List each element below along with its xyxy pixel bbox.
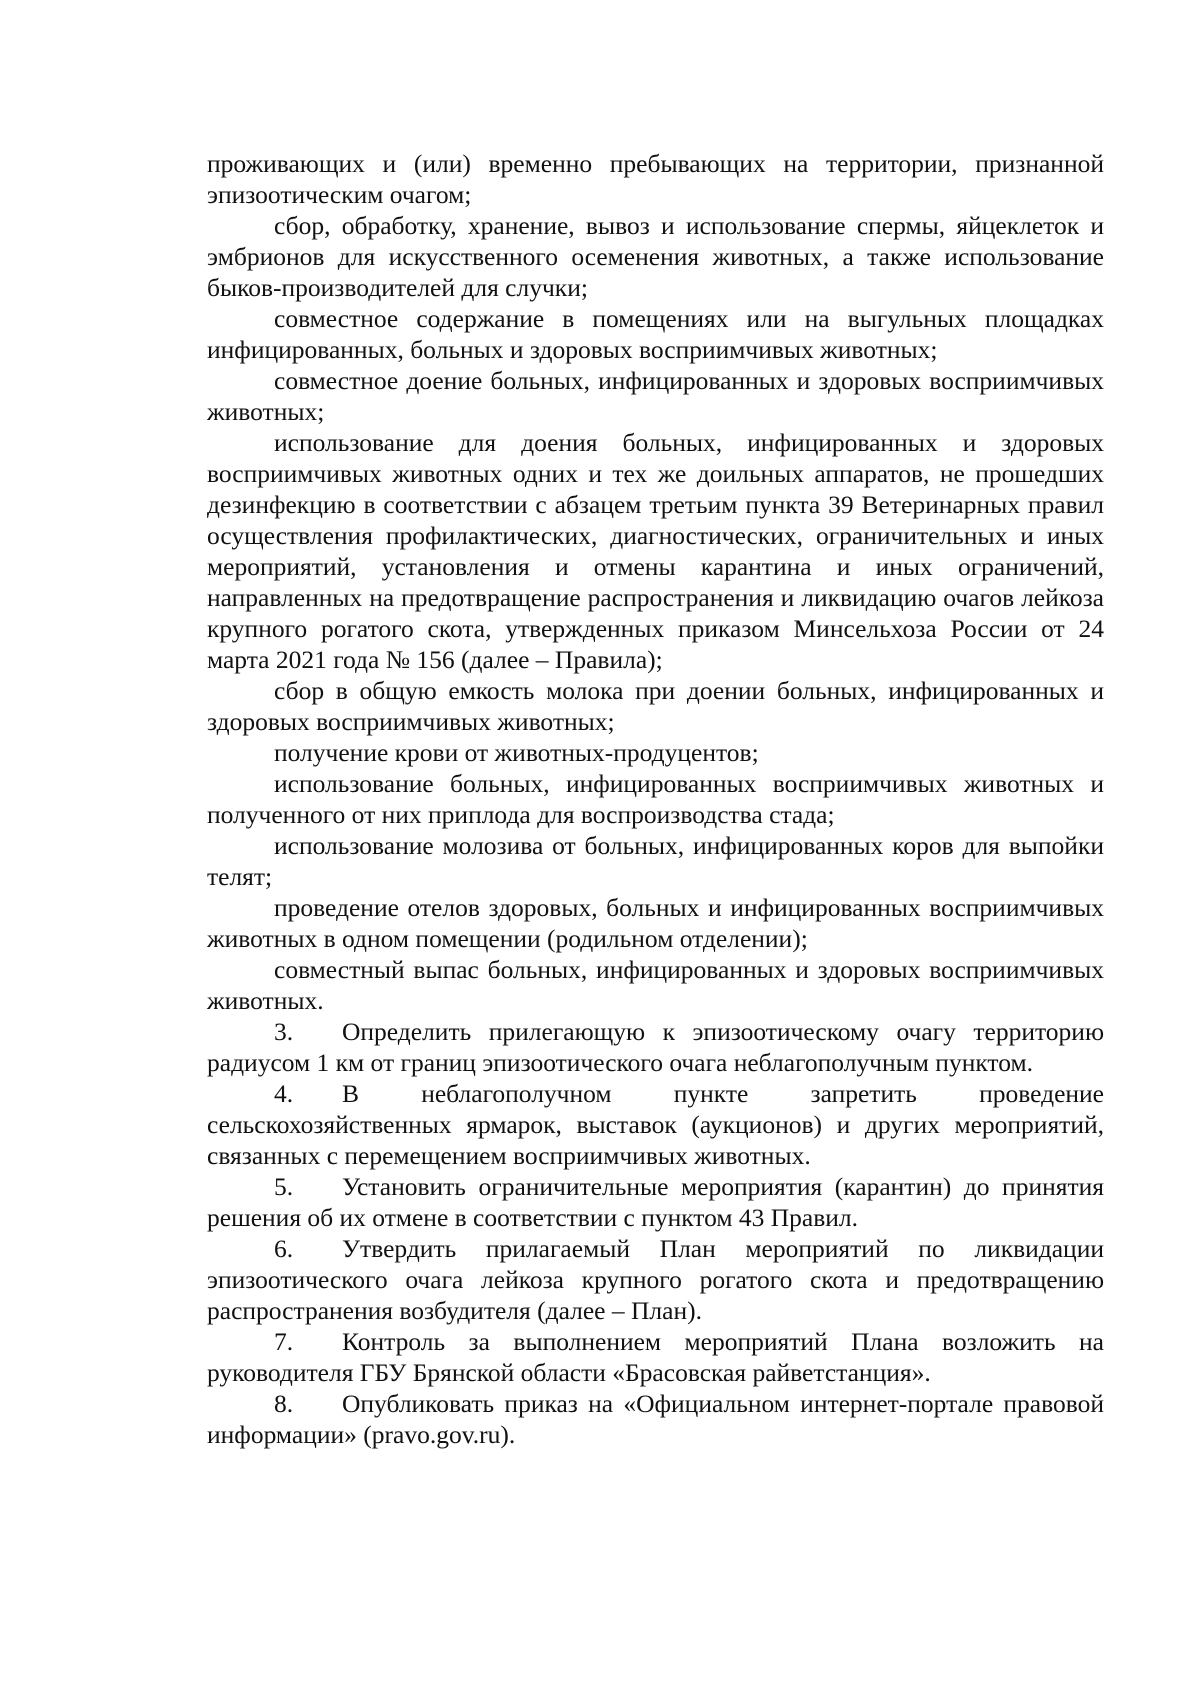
numbered-item-7 xyxy=(207,1326,1104,1388)
paragraph: использование молозива от больных, инфицированных коров для выпойки телят; xyxy=(207,831,1104,891)
item-text: Контроль за выполнением мероприятий Плана возложить на руководителя ГБУ Брянской области «Брасовская райветстанция». xyxy=(207,1327,1104,1387)
paragraph: сбор в общую емкость молока при доении больных, инфицированных и здоровых восприимчивых животных; xyxy=(207,676,1104,736)
item-text: В неблагополучном пункте запретить проведение сельскохозяйственных ярмарок, выставок (аукционов) и других мероприятий, связанных с перемещением восприимчивых животных. xyxy=(207,1079,1104,1170)
item-text: Определить прилегающую к эпизоотическому очагу территорию радиусом 1 км от границ эпизоотического очага неблагополучным пунктом. xyxy=(207,1017,1104,1077)
paragraph: получение крови от животных-продуцентов; xyxy=(274,738,759,767)
paragraph: совместное содержание в помещениях или на выгульных площадках инфицированных, больных и здоровых восприимчивых животных; xyxy=(207,304,1104,364)
item-number: 6. xyxy=(274,1234,294,1263)
item-text: Утвердить прилагаемый План мероприятий по ликвидации эпизоотического очага лейкоза крупного рогатого скота и предотвращению распространения возбудителя (далее – План). xyxy=(207,1234,1104,1325)
numbered-item-5 xyxy=(207,1171,1104,1233)
numbered-item-6 xyxy=(207,1233,1104,1326)
numbered-item-4 xyxy=(207,1078,1104,1171)
paragraph: проведение отелов здоровых, больных и инфицированных восприимчивых животных в одном помещении (родильном отделении); xyxy=(207,893,1104,953)
document-body xyxy=(207,148,1104,1450)
item-text: Установить ограничительные мероприятия (карантин) до принятия решения об их отмене в соответствии с пунктом 43 Правил. xyxy=(207,1172,1104,1232)
item-number: 3. xyxy=(274,1017,294,1046)
item-number: 5. xyxy=(274,1172,294,1201)
item-number: 4. xyxy=(274,1079,294,1108)
paragraph: совместное доение больных, инфицированных и здоровых восприимчивых животных; xyxy=(207,366,1104,426)
paragraph: совместный выпас больных, инфицированных и здоровых восприимчивых животных. xyxy=(207,955,1104,1015)
paragraph: сбор, обработку, хранение, вывоз и использование спермы, яйцеклеток и эмбрионов для искусственного осеменения животных, а также использование быков-производителей для случки; xyxy=(207,211,1104,302)
numbered-item-3 xyxy=(207,1016,1104,1078)
paragraph: использование больных, инфицированных восприимчивых животных и полученного от них приплода для воспроизводства стада; xyxy=(207,769,1104,829)
numbered-item-8 xyxy=(207,1388,1104,1450)
paragraph: проживающих и (или) временно пребывающих на территории, признанной эпизоотическим очагом; xyxy=(207,149,1104,209)
item-number: 8. xyxy=(274,1389,294,1418)
item-text: Опубликовать приказ на «Официальном интернет-портале правовой информации» (pravo.gov.ru). xyxy=(207,1389,1104,1449)
paragraph: использование для доения больных, инфицированных и здоровых восприимчивых животных одних и тех же доильных аппаратов, не прошедших дезинфекцию в соответствии с абзацем третьим пункта 39 Ветеринарных правил осуществления профилактических, диагностических, ограничительных и иных мероприятий, установления и отмены карантина и иных ограничений, направленных на предотвращение распространения и ликвидацию очагов лейкоза крупного рогатого скота, утвержденных приказом Минсельхоза России от 24 марта 2021 года № 156 (далее – Правила); xyxy=(207,428,1104,674)
item-number: 7. xyxy=(274,1327,294,1356)
